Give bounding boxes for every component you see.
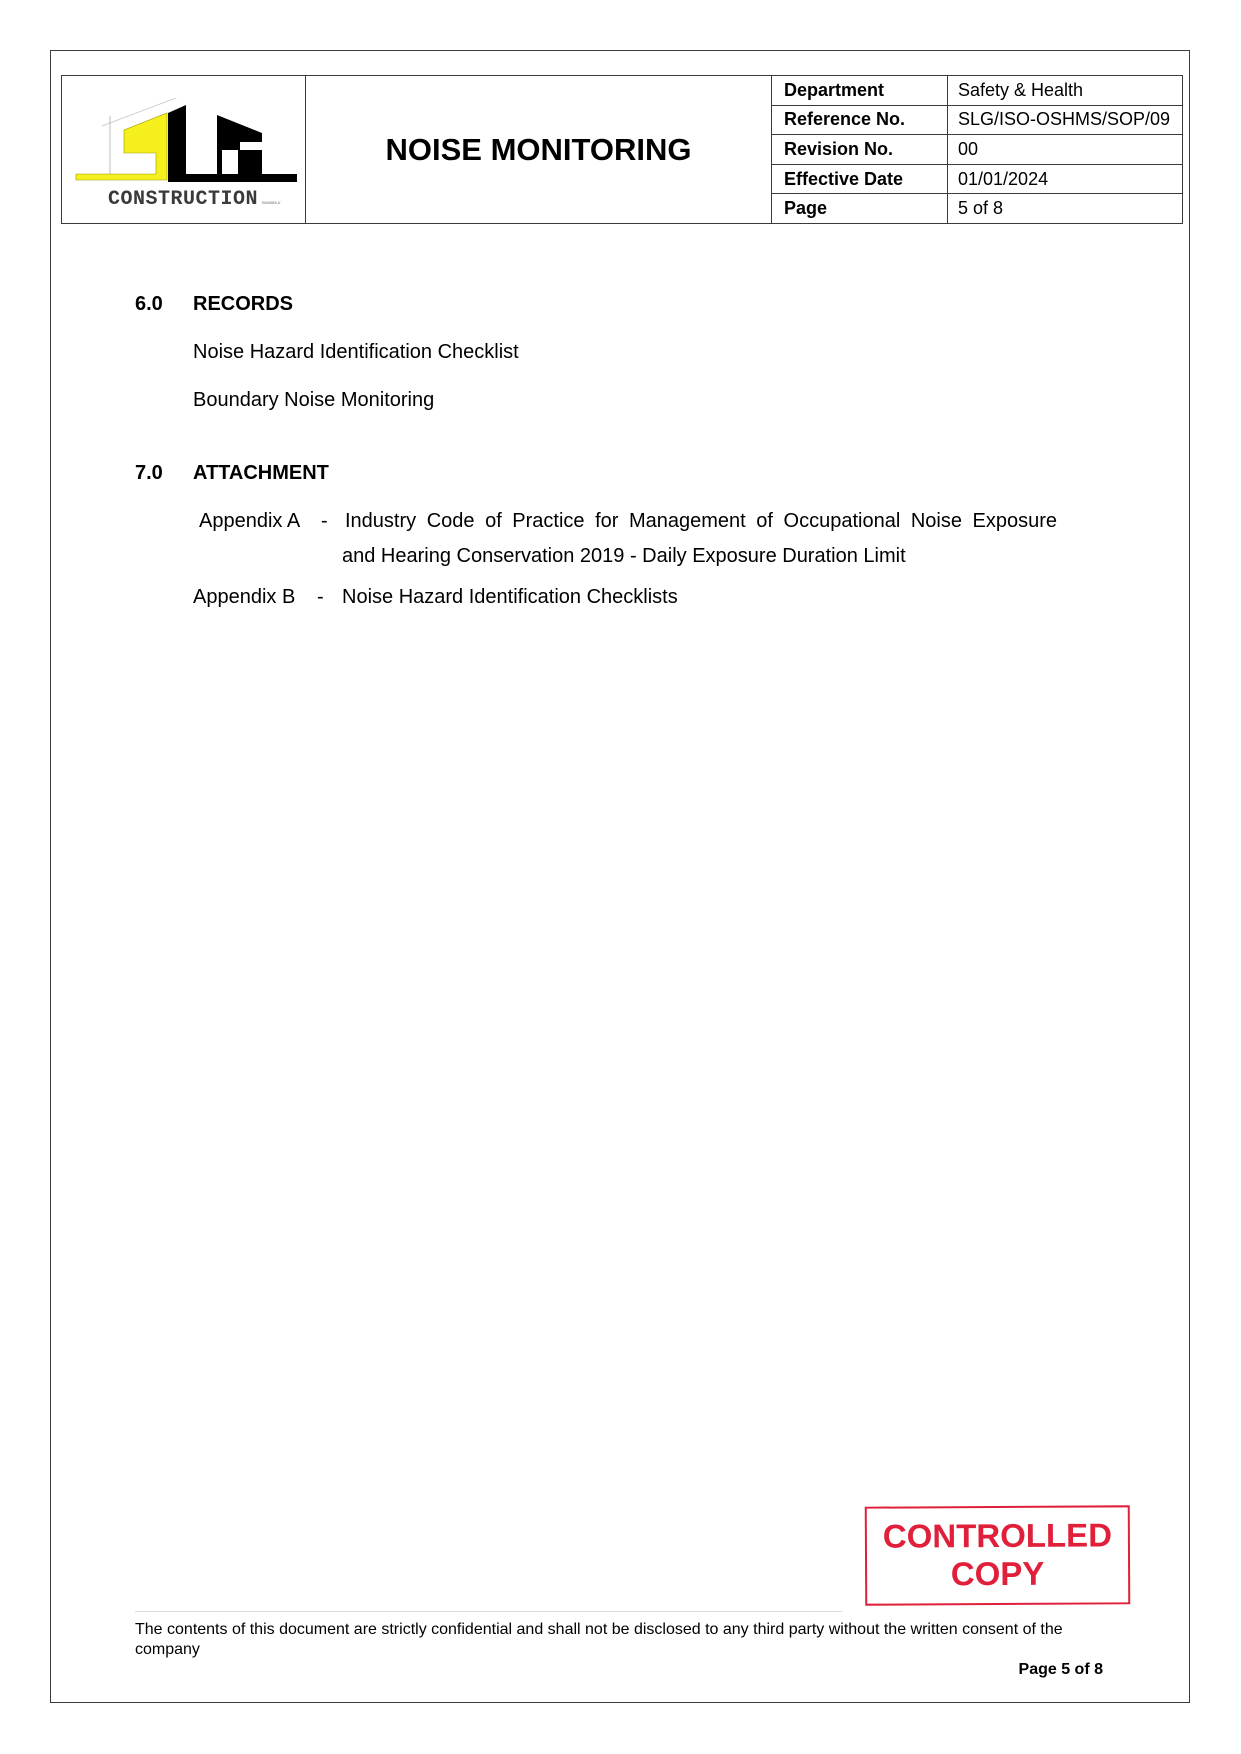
record-item: Boundary Noise Monitoring [193,389,435,411]
section-number: 6.0 [135,293,163,315]
department-value: Safety & Health [948,76,1183,106]
section-number: 7.0 [135,462,163,484]
appendix-a-text-cont: and Hearing Conservation 2019 - Daily Exposure Duration Limit [342,545,906,567]
slg-construction-logo [72,98,297,208]
department-label: Department [772,76,948,106]
revision-label: Revision No. [772,135,948,165]
controlled-copy-stamp [865,1505,1131,1605]
confidentiality-notice: The contents of this document are strictly confidential and shall not be disclosed to any third party without the written consent of the company [135,1621,1063,1658]
page-label: Page [772,194,948,224]
stamp-line-1: CONTROLLED [882,1516,1113,1555]
document-header-table [61,75,1183,224]
appendix-b-text: Noise Hazard Identification Checklists [342,586,678,608]
appendix-a-label: Appendix A [199,510,301,532]
page-value: 5 of 8 [948,194,1183,224]
appendix-a-text: Industry Code of Practice for Management of Occupational Noise Exposure [345,510,1057,532]
logo-subtitle: CONSTRUCTION [108,188,259,208]
footer-divider [135,1611,842,1612]
section-heading-attachment [135,462,329,485]
stamp-line-2: COPY [950,1554,1045,1593]
revision-value: 00 [948,135,1183,165]
section-title: ATTACHMENT [193,462,329,484]
appendix-b-separator: - [317,586,324,608]
reference-label: Reference No. [772,105,948,135]
reference-value: SLG/ISO-OSHMS/SOP/09 [948,105,1183,135]
section-heading-records [135,293,293,316]
section-title: RECORDS [193,293,294,315]
effective-date-label: Effective Date [772,164,948,194]
appendix-a-separator: - [321,510,328,532]
effective-date-value: 01/01/2024 [948,164,1183,194]
footer-page-number: Page 5 of 8 [1018,1661,1103,1678]
svg-text:SH4003-V: SH4003-V [262,200,281,205]
logo-cell [62,76,306,224]
document-title: NOISE MONITORING [306,76,772,224]
record-item: Noise Hazard Identification Checklist [193,341,519,363]
appendix-b-label: Appendix B [193,586,296,608]
